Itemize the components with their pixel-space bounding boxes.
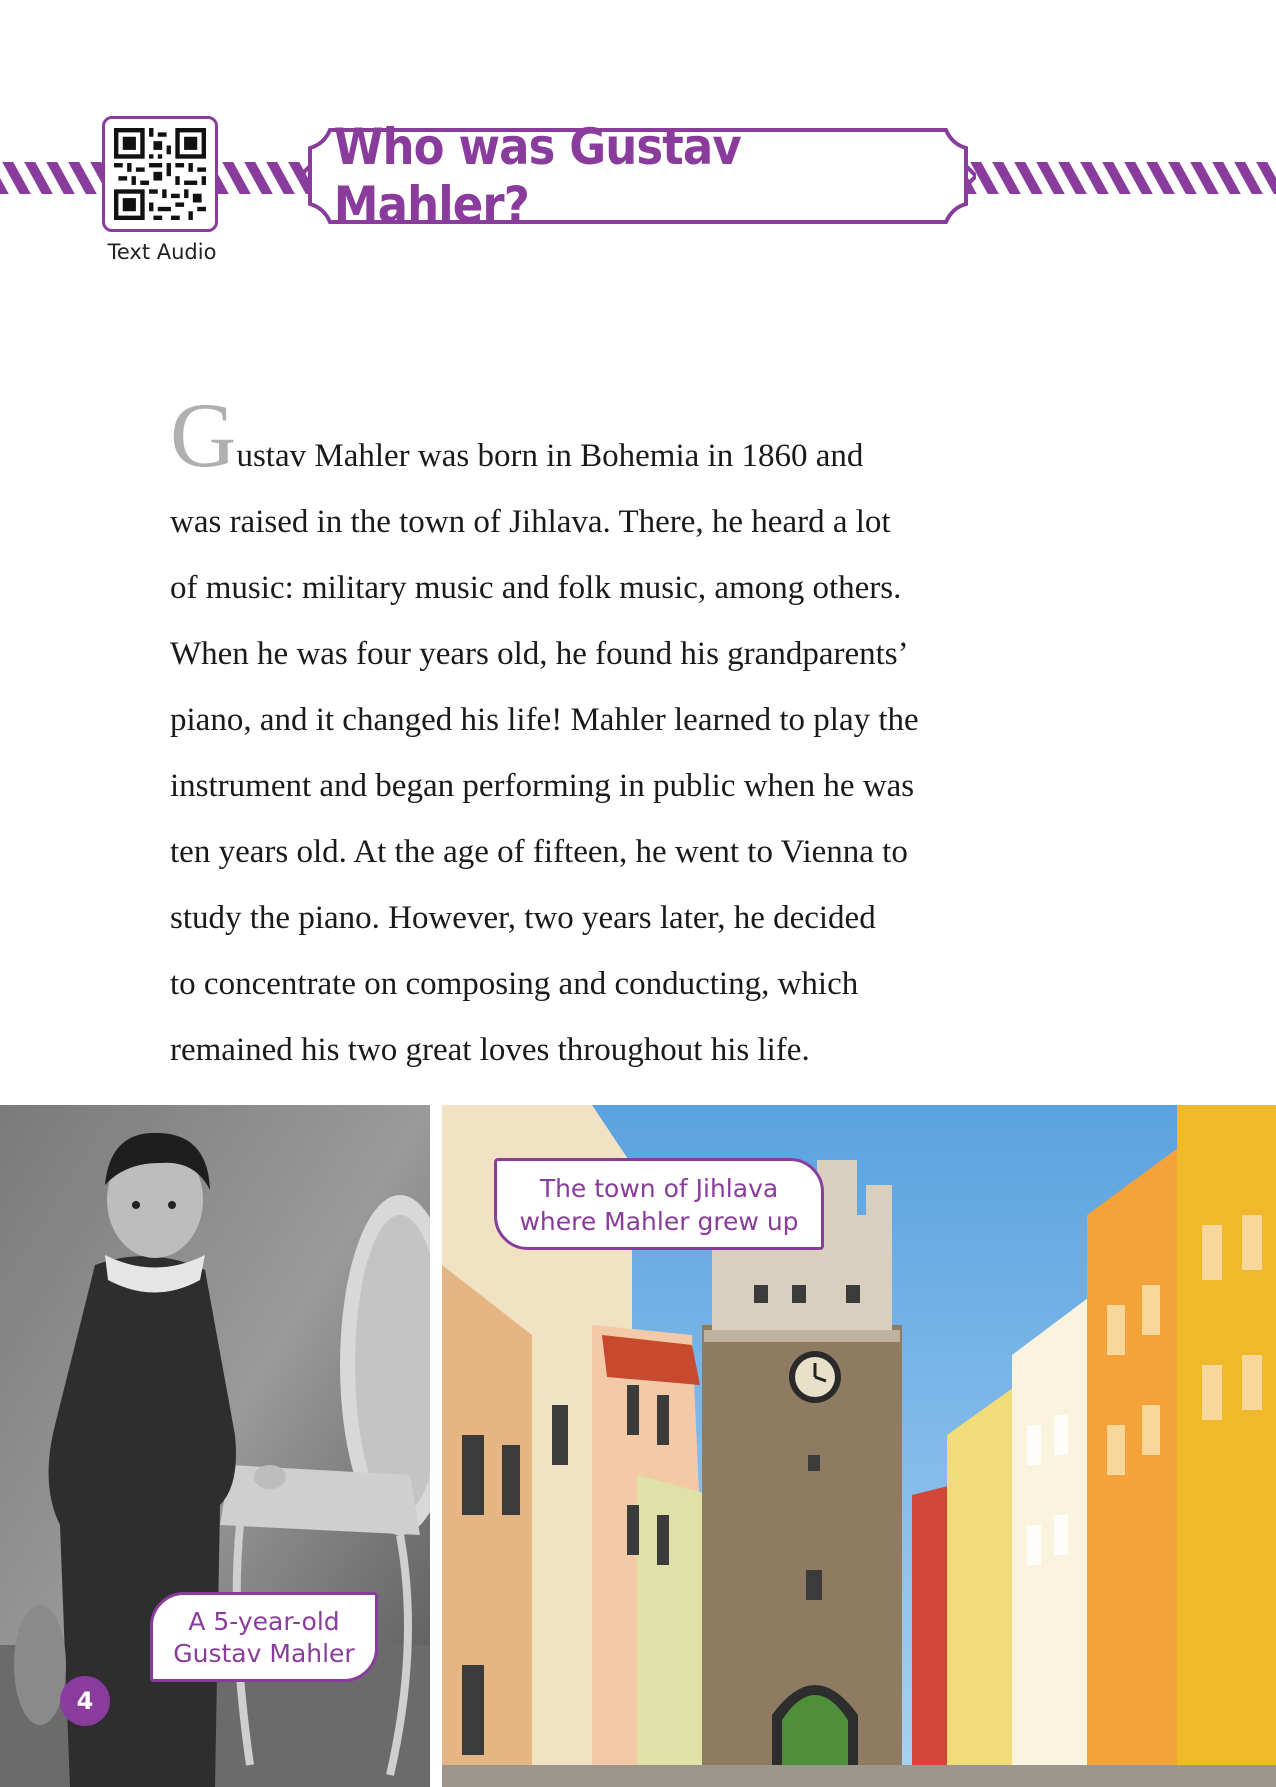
caption-young-mahler	[150, 1592, 378, 1682]
article-line: was raised in the town of Jihlava. There, he heard a lot	[170, 504, 891, 540]
qr-code-icon	[114, 128, 206, 220]
article-line: When he was four years old, he found his grandparents’	[170, 636, 909, 672]
article-line: study the piano. However, two years later, he decided	[170, 900, 876, 936]
article-line: instrument and began performing in public when he was	[170, 768, 915, 804]
article-line: piano, and it changed his life! Mahler learned to play the	[170, 702, 919, 738]
drop-cap: G	[170, 384, 237, 486]
caption-line: A 5-year-old	[188, 1607, 340, 1636]
caption-jihlava	[494, 1158, 824, 1250]
caption-line: Gustav Mahler	[173, 1639, 355, 1668]
qr-label: Text Audio	[107, 240, 217, 264]
title-banner	[300, 118, 976, 234]
caption-line: The town of Jihlava	[539, 1174, 779, 1203]
article-line: to concentrate on composing and conducting, which	[170, 966, 859, 1002]
article-line: remained his two great loves throughout his life.	[170, 1032, 810, 1068]
caption-line: where Mahler grew up	[519, 1207, 799, 1236]
article-line: Gustav Mahler was born in Bohemia in 1860 and	[170, 384, 864, 486]
article-line: ten years old. At the age of fifteen, he went to Vienna to	[170, 834, 908, 870]
qr-code[interactable]	[102, 116, 218, 232]
article-body	[170, 384, 1130, 1083]
page-title: Who was Gustav Mahler?	[333, 118, 741, 234]
page-number: 4	[60, 1676, 110, 1726]
article-line: of music: military music and folk music, among others.	[170, 570, 902, 606]
